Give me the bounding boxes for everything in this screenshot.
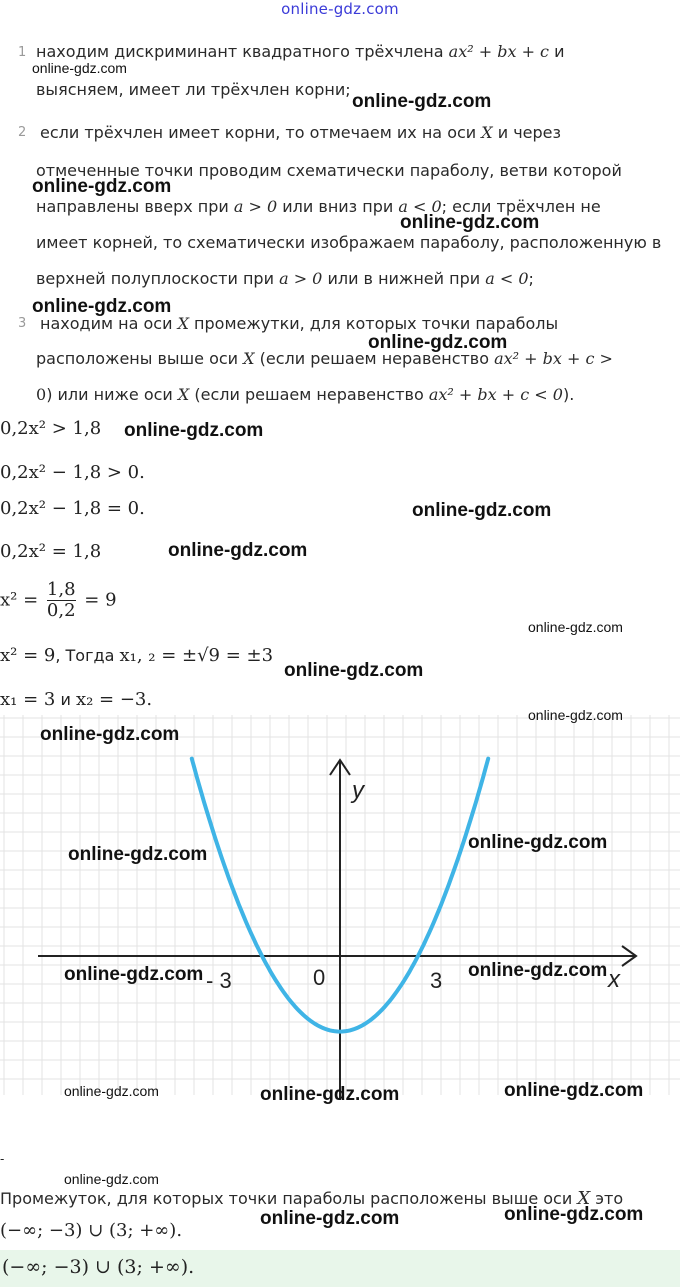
solution-line-3: 0,2x² − 1,8 = 0.	[0, 498, 145, 519]
answer-box	[0, 1250, 680, 1287]
watermark: online-gdz.com	[64, 964, 204, 985]
solution-line-4: 0,2x² = 1,8	[0, 541, 102, 562]
watermark: online-gdz.com	[352, 91, 492, 112]
watermark: online-gdz.com	[504, 1080, 644, 1101]
step-3-line-3: 0) или ниже оси X (если решаем неравенство ax² + bx + c < 0).	[36, 385, 575, 404]
watermark: online-gdz.com	[64, 1083, 159, 1099]
watermark: online-gdz.com	[284, 660, 424, 681]
solution-line-7: x₁ = 3 и x₂ = −3.	[0, 689, 153, 710]
watermark: online-gdz.com	[412, 500, 552, 521]
watermark: online-gdz.com	[260, 1084, 400, 1105]
step-number-3: 3	[18, 316, 27, 331]
watermark: online-gdz.com	[40, 724, 180, 745]
step-3-line-2: расположены выше оси X (если решаем неравенство ax² + bx + c >	[36, 349, 613, 368]
watermark: online-gdz.com	[32, 60, 127, 76]
separator-dash: -	[0, 1152, 5, 1166]
left-root-label: - 3	[206, 968, 232, 993]
watermark: online-gdz.com	[504, 1204, 644, 1225]
solution-line-1: 0,2x² > 1,8	[0, 418, 102, 439]
answer-interval: (−∞; −3) ∪ (3; +∞).	[2, 1256, 195, 1278]
parabola-graph	[0, 715, 680, 1105]
solution-line-2: 0,2x² − 1,8 > 0.	[0, 462, 145, 483]
x-axis-label: x	[608, 966, 620, 993]
origin-label: 0	[313, 965, 326, 990]
step-2-line-5: верхней полуплоскости при a > 0 или в нижней при a < 0;	[36, 269, 534, 288]
watermark: online-gdz.com	[528, 707, 623, 723]
conclusion-text: Промежуток, для которых точки параболы расположены выше оси X это	[0, 1188, 624, 1209]
step-2-line-3: направлены вверх при a > 0 или вниз при a < 0; если трёхчлен не	[36, 197, 601, 216]
watermark: online-gdz.com	[68, 844, 208, 865]
y-axis-label: y	[352, 777, 364, 804]
watermark: online-gdz.com	[468, 960, 608, 981]
watermark: online-gdz.com	[124, 420, 264, 441]
step-2-line-4: имеет корней, то схематически изображаем параболу, расположенную в	[36, 233, 662, 252]
step-2-line-1: если трёхчлен имеет корни, то отмечаем их на оси X и через	[40, 123, 562, 142]
right-root-label: 3	[430, 968, 443, 993]
watermark: online-gdz.com	[260, 1208, 400, 1229]
watermark: online-gdz.com	[32, 296, 172, 317]
site-header[interactable]: online-gdz.com	[281, 0, 399, 18]
step-number-1: 1	[18, 45, 27, 60]
solution-line-5: x² = $\frac{1,8}{0,2}$ = 9	[0, 579, 117, 621]
fraction: $\frac{1,8}{0,2}$	[46, 579, 76, 621]
watermark: online-gdz.com	[468, 832, 608, 853]
step-1-line-2: выясняем, имеет ли трёхчлен корни;	[36, 80, 351, 99]
step-number-2: 2	[18, 125, 27, 140]
watermark: online-gdz.com	[400, 212, 540, 233]
watermark: online-gdz.com	[64, 1171, 159, 1187]
watermark: online-gdz.com	[32, 176, 172, 197]
watermark: online-gdz.com	[168, 540, 308, 561]
step-1-line-1: находим дискриминант квадратного трёхчлена ax² + bx + c и	[36, 42, 565, 61]
watermark: online-gdz.com	[528, 619, 623, 635]
solution-line-6: x² = 9, Тогда x₁, ₂ = ±√9 = ±3	[0, 645, 274, 666]
watermark: online-gdz.com	[368, 332, 508, 353]
step-2-line-2: отмеченные точки проводим схематически параболу, ветви которой	[36, 161, 622, 180]
conclusion-interval: (−∞; −3) ∪ (3; +∞).	[0, 1220, 183, 1241]
step-3-line-1: находим на оси X промежутки, для которых точки параболы	[40, 314, 559, 333]
